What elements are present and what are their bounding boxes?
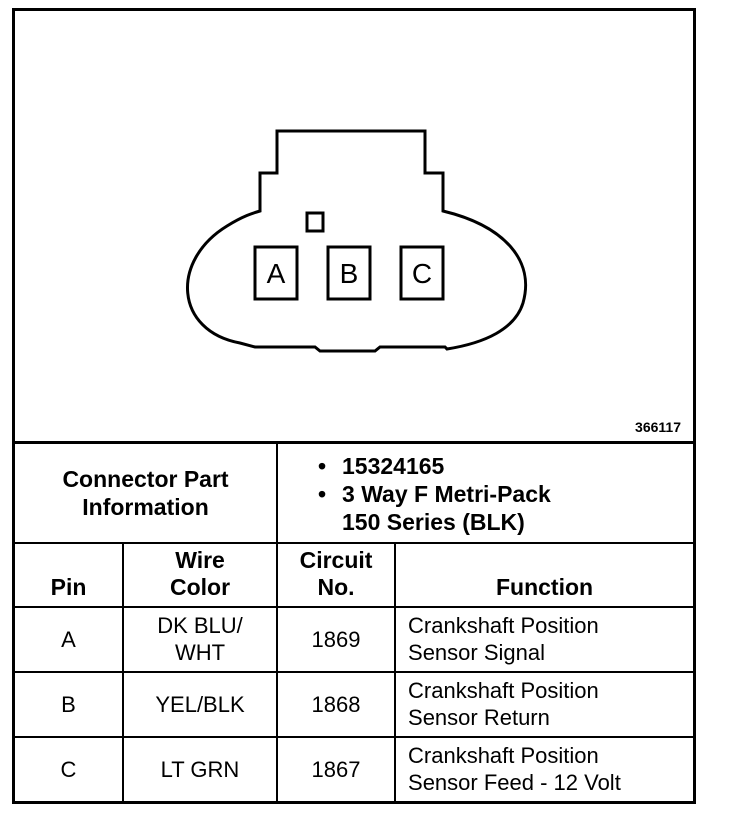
pin-label-a: A bbox=[266, 258, 286, 289]
header-circuit-no: Circuit No. bbox=[277, 543, 395, 607]
pin-label-c: C bbox=[411, 258, 433, 289]
cell-function: Crankshaft Position Sensor Feed - 12 Volt bbox=[395, 737, 693, 801]
cell-wire-color: LT GRN bbox=[123, 737, 277, 801]
cell-wire-color: YEL/BLK bbox=[123, 672, 277, 737]
table-row bbox=[15, 672, 693, 737]
cell-pin: B bbox=[15, 672, 123, 737]
connector-table bbox=[15, 441, 693, 801]
connector-key bbox=[307, 213, 323, 231]
connector-info-label: Connector Part Information bbox=[15, 443, 277, 543]
connector-info-item: • 3 Way F Metri-Pack 150 Series (BLK) bbox=[318, 480, 551, 535]
figure-id: 366117 bbox=[635, 419, 681, 435]
header-pin: Pin bbox=[15, 543, 123, 607]
cell-function: Crankshaft Position Sensor Signal bbox=[395, 607, 693, 672]
cell-pin: A bbox=[15, 607, 123, 672]
cell-circuit: 1867 bbox=[277, 737, 395, 801]
cell-function: Crankshaft Position Sensor Return bbox=[395, 672, 693, 737]
diagram-frame bbox=[12, 8, 696, 804]
pin-label-b: B bbox=[339, 258, 359, 289]
cell-circuit: 1869 bbox=[277, 607, 395, 672]
cell-wire-color: DK BLU/ WHT bbox=[123, 607, 277, 672]
connector-info-item: • 15324165 bbox=[318, 452, 445, 479]
connector-outline bbox=[188, 131, 526, 351]
header-function: Function bbox=[395, 543, 693, 607]
connector-info-row bbox=[15, 443, 693, 543]
table-row bbox=[15, 737, 693, 801]
connector-drawing bbox=[15, 11, 693, 441]
cell-circuit: 1868 bbox=[277, 672, 395, 737]
table-header-row bbox=[15, 543, 693, 607]
connector-info-items bbox=[277, 443, 693, 543]
table-row bbox=[15, 607, 693, 672]
header-wire-color: Wire Color bbox=[123, 543, 277, 607]
cell-pin: C bbox=[15, 737, 123, 801]
